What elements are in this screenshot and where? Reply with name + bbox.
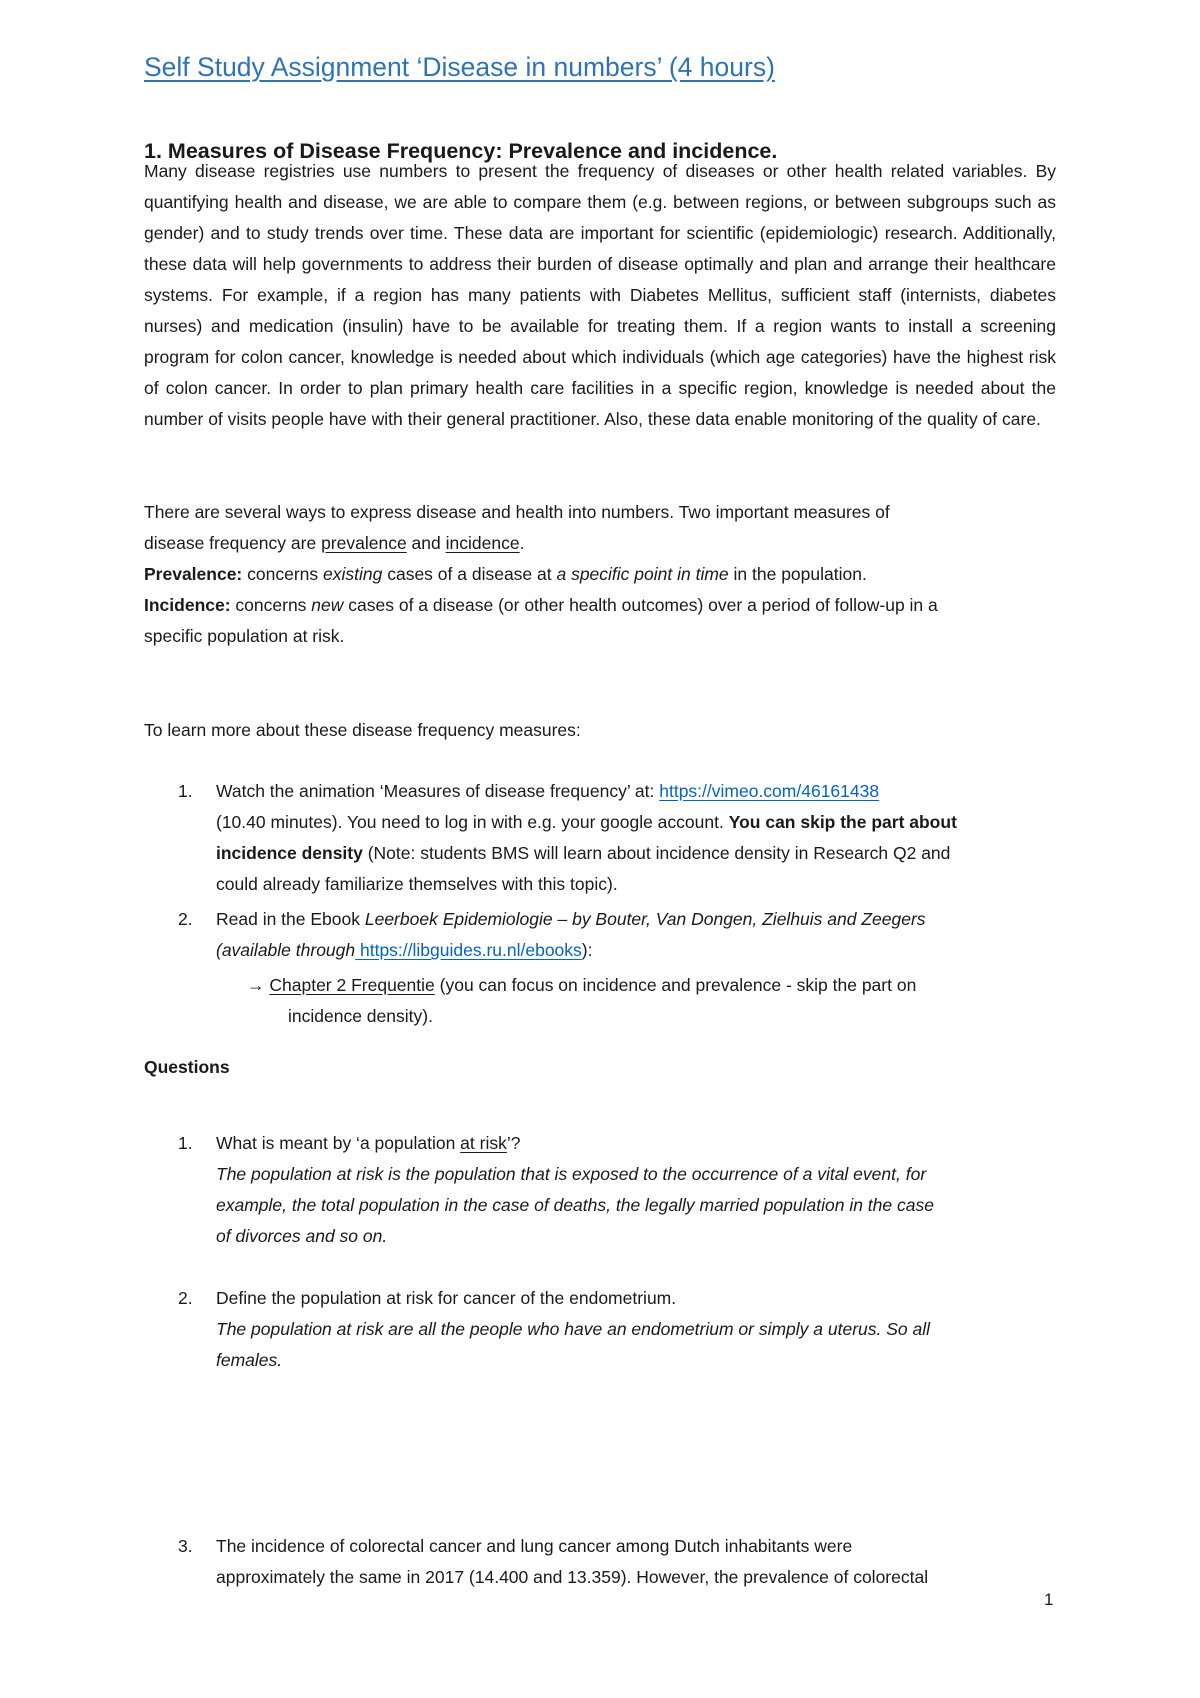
answer-1-line-2: example, the total population in the case of deaths, the legally married population in the case [216, 1195, 934, 1215]
resource-1-line-1 [216, 776, 879, 807]
answer-1-line-3: of divorces and so on. [216, 1226, 388, 1246]
question-1-prefix: What is meant by ‘a population [216, 1133, 461, 1153]
question-3-line-1: The incidence of colorectal cancer and lung cancer among Dutch inhabitants were [216, 1536, 853, 1556]
resource-number-1: 1. [178, 781, 193, 801]
answer-2-line-2: females. [216, 1350, 283, 1370]
prevalence-text-3: in the population. [728, 564, 867, 584]
questions-heading: Questions [144, 1057, 230, 1077]
resource-1-prefix: Watch the animation ‘Measures of disease frequency’ at: [216, 781, 660, 801]
measures-intro-line-2 [144, 528, 524, 559]
section-heading: 1. Measures of Disease Frequency: Prevalence and incidence. [144, 139, 778, 163]
measures-intro-prefix: disease frequency are [144, 533, 322, 553]
answer-1-line-1: The population at risk is the population that is exposed to the occurrence of a vital event, for [216, 1164, 927, 1184]
resource-1-line-3 [216, 838, 950, 869]
prevalence-term: prevalence [321, 533, 407, 553]
chapter-note: (you can focus on incidence and prevalence - skip the part on [434, 975, 917, 995]
measures-intro-line-1: There are several ways to express disease and health into numbers. Two important measures of [144, 502, 890, 522]
and-word: and [406, 533, 446, 553]
incidence-text-1: concerns [230, 595, 312, 615]
incidence-term: incidence [445, 533, 520, 553]
prevalence-existing: existing [323, 564, 383, 584]
intro-paragraph: Many disease registries use numbers to present the frequency of diseases or other health related variables. By quantifying health and disease, we are able to compare them (e.g. between regions, or between subgroups such as gender) and to study trends over time. These data are important for scientific (epidemiologic) research. Additionally, these data will help governments to address their burden of disease optimally and plan and arrange their healthcare systems. For example, if a region has many patients with Diabetes Mellitus, sufficient staff (internists, diabetes nurses) and medication (insulin) have to be available for treating them. If a region wants to install a screening program for colon cancer, knowledge is needed about which individuals (which age categories) have the highest risk of colon cancer. In order to plan primary health care facilities in a specific region, knowledge is needed about the number of visits people have with their general practitioner. Also, these data enable monitoring of the quality of care. [144, 161, 1056, 429]
page-number: 1 [1044, 1590, 1054, 1609]
arrow-icon: → [247, 975, 270, 995]
libguides-link[interactable]: https://libguides.ru.nl/ebooks [355, 940, 582, 960]
prevalence-definition [144, 559, 867, 590]
prevalence-text-1: concerns [242, 564, 323, 584]
resource-1-skip-note: You can skip the part about [728, 812, 957, 832]
question-number-2: 2. [178, 1288, 193, 1308]
incidence-new: new [311, 595, 344, 615]
prevalence-label: Prevalence: [144, 564, 243, 584]
at-risk-term: at risk [460, 1133, 507, 1153]
resource-2-line-1 [216, 904, 926, 935]
prevalence-text-2: cases of a disease at [382, 564, 557, 584]
resource-1-line-2 [216, 807, 957, 838]
resource-1-duration: (10.40 minutes). You need to log in with e.g. your google account. [216, 812, 729, 832]
incidence-definition-cont: specific population at risk. [144, 626, 345, 646]
learn-more-text: To learn more about these disease frequency measures: [144, 720, 581, 740]
incidence-label: Incidence: [144, 595, 231, 615]
answer-2-line-1: The population at risk are all the people who have an endometrium or simply a uterus. So all [216, 1319, 931, 1339]
resource-1-density: incidence density [216, 843, 363, 863]
incidence-text-2: cases of a disease (or other health outcomes) over a period of follow-up in a [343, 595, 938, 615]
prevalence-point: a specific point in time [556, 564, 729, 584]
ebook-title: Leerboek Epidemiologie – by Bouter, Van Dongen, Zielhuis and Zeegers [364, 909, 926, 929]
chapter-reference: Chapter 2 Frequentie [269, 975, 435, 995]
question-number-1: 1. [178, 1133, 193, 1153]
vimeo-link[interactable]: https://vimeo.com/46161438 [659, 781, 880, 801]
resource-number-2: 2. [178, 909, 193, 929]
incidence-definition [144, 590, 938, 621]
page-title: Self Study Assignment ‘Disease in numbers’ (4 hours) [144, 52, 775, 82]
question-2-text: Define the population at risk for cancer of the endometrium. [216, 1288, 677, 1308]
period: . [519, 533, 525, 553]
resource-1-note: (Note: students BMS will learn about incidence density in Research Q2 and [362, 843, 951, 863]
resource-2-prefix: Read in the Ebook [216, 909, 365, 929]
resource-2-suffix: ): [581, 940, 593, 960]
resource-1-line-4: could already familiarize themselves with this topic). [216, 874, 618, 894]
question-1-suffix: ’? [506, 1133, 521, 1153]
question-3-line-2: approximately the same in 2017 (14.400 and 13.359). However, the prevalence of colorectal [216, 1567, 929, 1587]
availability-text: (available through [216, 940, 356, 960]
resource-2-line-2 [216, 935, 593, 966]
chapter-note-cont: incidence density). [288, 1006, 433, 1026]
question-number-3: 3. [178, 1536, 193, 1556]
chapter-line [247, 970, 916, 1001]
question-1-text [216, 1128, 520, 1159]
